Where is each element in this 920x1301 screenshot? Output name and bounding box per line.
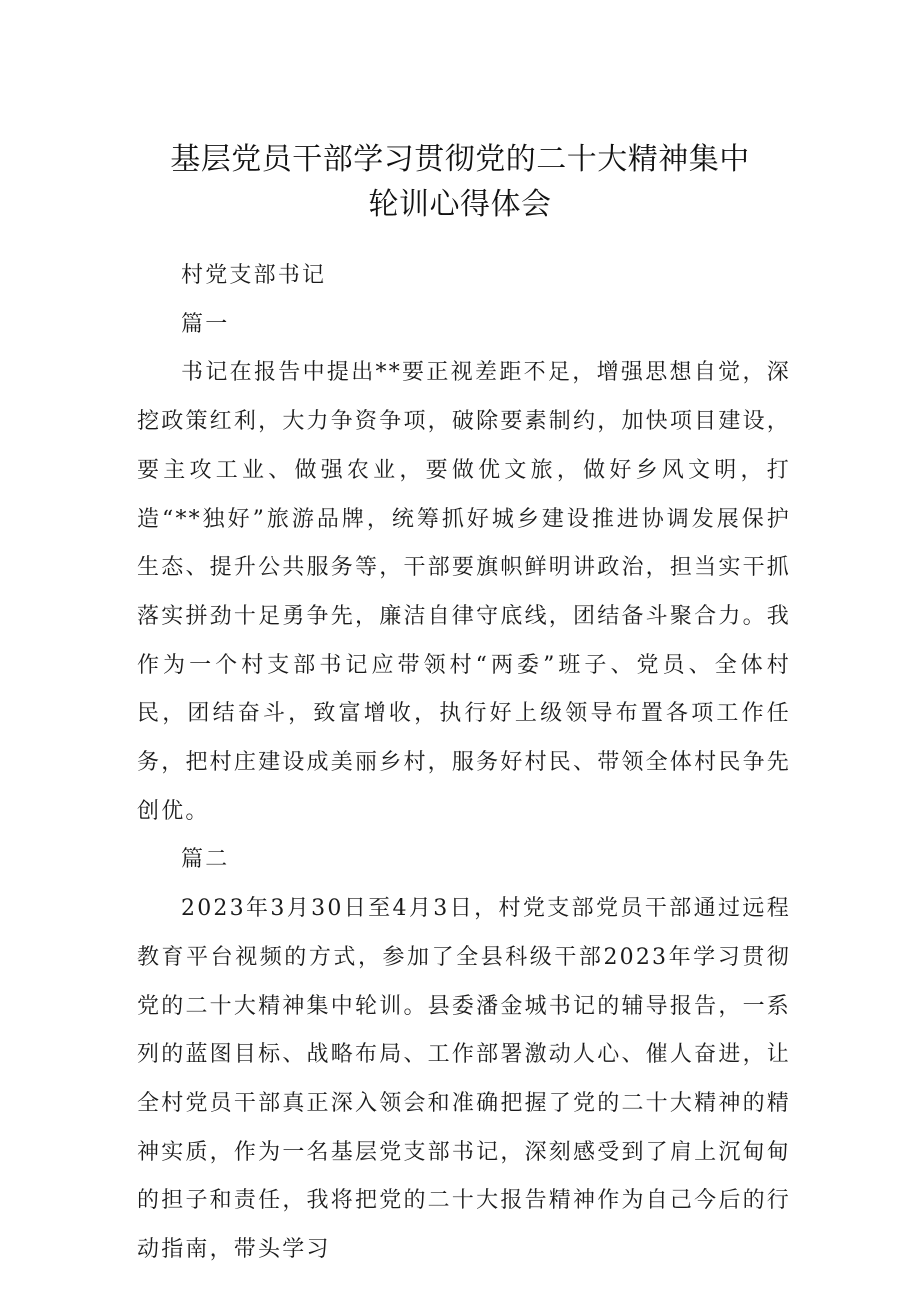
section-2-heading: 篇二 bbox=[181, 847, 230, 873]
author-line: 村党支部书记 bbox=[181, 263, 327, 288]
section-1-paragraph: 书记在报告中提出**要正视差距不足，增强思想自觉，深挖政策红利，大力争资争项，破除要素制约，加快项目建设，要主攻工业、做强农业，要做优文旅，做好乡风文明，打造“**独好”旅游品牌，统筹抓好城乡建设推进协调发展保护生态、提升公共服务等，干部要旗帜鲜明讲政治，担当实干抓落实拼劲十足勇争先，廉洁自律守底线，团结备斗聚合力。我作为一个村支部书记应带领村“两委”班子、党员、全体村民，团结奋斗，致富增收，执行好上级领导布置各项工作任务，把村庄建设成美丽乡村，服务好村民、带领全体村民争先创优。 bbox=[137, 360, 791, 824]
document-title-line-1: 基层党员干部学习贯彻党的二十大精神集中 bbox=[170, 142, 750, 177]
document-body bbox=[137, 252, 791, 1275]
section-2-paragraph: 2023年3月30日至4月3日，村党支部党员干部通过远程教育平台视频的方式，参加了全县科级干部2023年学习贯彻党的二十大精神集中轮训。县委潘金城书记的辅导报告，一系列的蓝图目标、战略布局、工作部署激动人心、催人奋进，让全村党员干部真正深入领会和准确把握了党的二十大精神的精神实质，作为一名基层党支部书记，深刻感受到了肩上沉甸甸的担子和责任，我将把党的二十大报告精神作为自己今后的行动指南，带头学习 bbox=[137, 896, 791, 1263]
section-1-heading: 篇一 bbox=[181, 311, 230, 337]
document-title-line-2: 轮训心得体会 bbox=[368, 187, 552, 222]
